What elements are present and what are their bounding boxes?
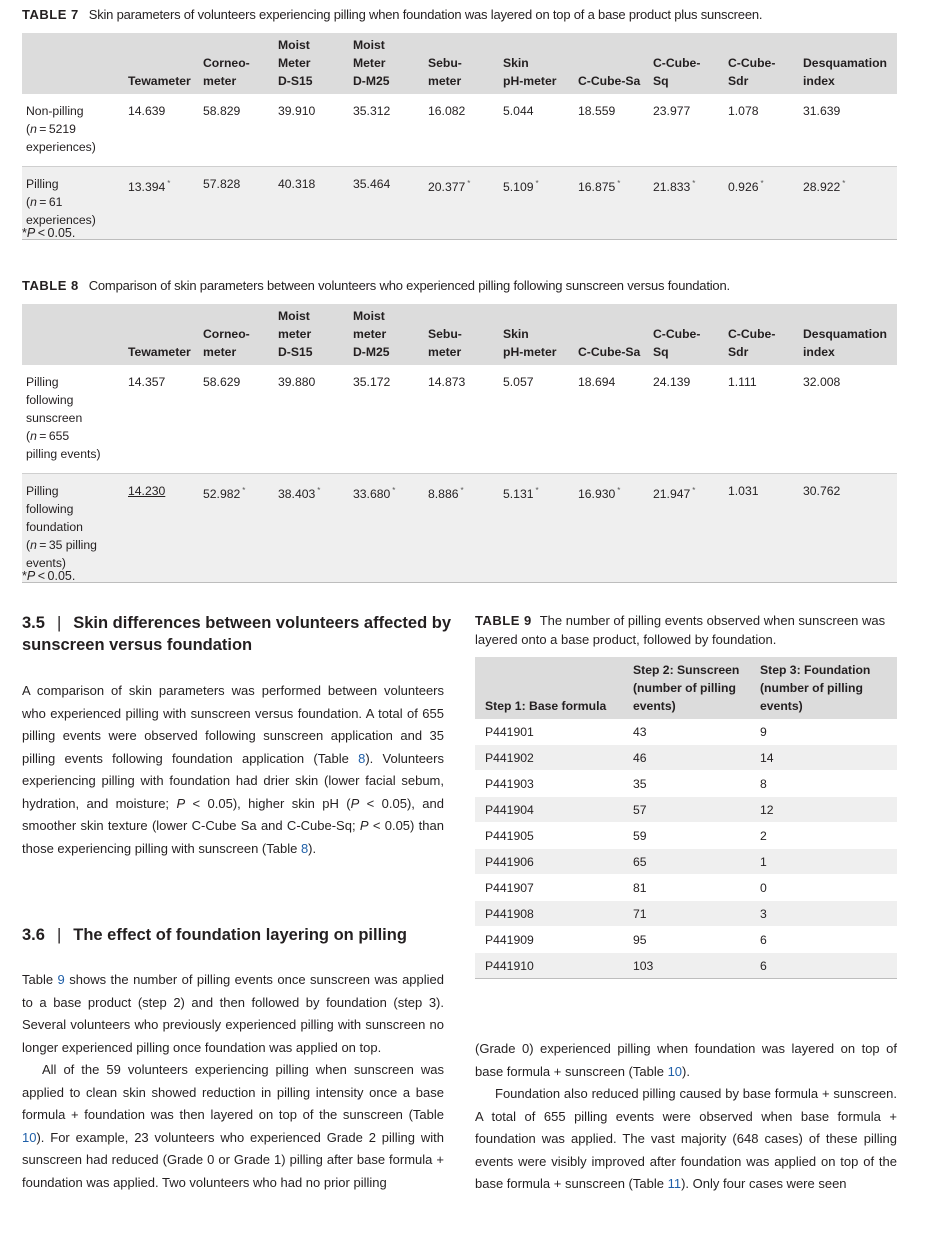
table7-cell: 5.109 * (499, 167, 574, 240)
table8-cell: 32.008 (803, 375, 841, 389)
table8-cell: 18.694 (578, 375, 616, 389)
table7-cell: 14.639 (128, 104, 166, 118)
table9-cell: 95 (623, 927, 750, 953)
table9-cell: P441906 (475, 849, 623, 875)
table7-cell: 28.922 * (799, 167, 897, 240)
section-3-6-paragraph-1: Table 9 shows the number of pilling events once sunscreen was applied to a base product (step 2) and then followed by foundation (step 3). Several volunteers who previously experienced pilling with sunscreen no longer experienced pilling once foundation was applied on top. (22, 972, 444, 1055)
table9-cell: P441901 (475, 719, 623, 745)
table7-note: *P < 0.05. (22, 226, 76, 240)
table7-header-row (22, 33, 897, 94)
table9-header-1: Step 2: Sunscreen (number of pilling events) (623, 657, 750, 719)
table-row (22, 474, 897, 583)
table9-cell: P441903 (475, 771, 623, 797)
table-row (475, 797, 897, 823)
table9-cell: P441902 (475, 745, 623, 771)
table9-header-0: Step 1: Base formula (475, 657, 623, 719)
section-3-6-heading: 3.6 | The effect of foundation layering on pilling (22, 926, 407, 944)
table7-cell: 58.829 (203, 104, 241, 118)
table7 (22, 33, 897, 240)
table8-row-label: Pilling following sunscreen (n = 655 pilling events) (26, 375, 101, 461)
table7-cell: 13.394 * (124, 167, 199, 240)
section-3-6-title: The effect of foundation layering on pilling (73, 926, 407, 944)
table-row (475, 901, 897, 927)
table8-cell: 16.930 * (574, 474, 649, 583)
table8-label: TABLE 8 (22, 278, 79, 293)
table9-cell: 6 (750, 927, 897, 953)
table7-cell: 16.082 (428, 104, 466, 118)
right-column-body (475, 1038, 897, 1196)
table-row (475, 953, 897, 979)
table8-note: *P < 0.05. (22, 569, 76, 583)
table8-header-0 (22, 304, 124, 365)
table8-cell: 8.886 * (424, 474, 499, 583)
table7-cell: 5.044 (503, 104, 534, 118)
table9-cell: 59 (623, 823, 750, 849)
section-3-5-title: Skin differences between volunteers affected by sunscreen versus foundation (22, 614, 452, 654)
section-3-6-body (22, 969, 444, 1194)
table8-cell: 1.031 (724, 474, 799, 583)
table8-caption-text: Comparison of skin parameters between volunteers who experienced pilling following sunscreen versus foundation. (88, 278, 730, 293)
table9-cell: 3 (750, 901, 897, 927)
table-row (22, 94, 897, 167)
table7-header-2: Corneo- meter (199, 33, 274, 94)
table7-header-7: C-Cube-Sa (574, 33, 649, 94)
table9-label: TABLE 9 (475, 613, 532, 628)
table8-header-6: Skin pH-meter (499, 304, 574, 365)
table8-cell: 30.762 (799, 474, 897, 583)
table7-cell: 35.312 (353, 104, 391, 118)
table7-label: TABLE 7 (22, 7, 79, 22)
table9-cell: 81 (623, 875, 750, 901)
table9-cell: 12 (750, 797, 897, 823)
section-3-5-number: 3.5 (22, 614, 45, 632)
table9-cell: 43 (623, 719, 750, 745)
table7-cell: 40.318 (274, 167, 349, 240)
table7-header-4: Moist Meter D-M25 (349, 33, 424, 94)
table-row (475, 719, 897, 745)
table9-cell: P441909 (475, 927, 623, 953)
table9-cell: 65 (623, 849, 750, 875)
table8-header-8: C-Cube- Sq (649, 304, 724, 365)
table8-cell: 5.057 (503, 375, 534, 389)
table7-header-3: Moist Meter D-S15 (274, 33, 349, 94)
table8-cell: 5.131 * (499, 474, 574, 583)
table7-cell: 1.078 (728, 104, 759, 118)
table7-cell: 23.977 (653, 104, 691, 118)
table-row (475, 849, 897, 875)
table9-cell: 71 (623, 901, 750, 927)
section-3-6-paragraph-2: All of the 59 volunteers experiencing pilling when sunscreen was applied to clean skin showed reduction in pilling intensity once a base formula + foundation was then layered on top of the sunscreen (Table 10). For example, 23 volunteers who experienced Grade 2 pilling with sunscreen had reduced (Grade 0 or Grade 1) pilling after base formula + foundation was applied. Two volunteers who had no prior pilling (22, 1062, 444, 1190)
table8-header-3: Moist meter D-S15 (274, 304, 349, 365)
table7-cell: 0.926 * (724, 167, 799, 240)
table8 (22, 304, 897, 583)
table7-cell: 18.559 (578, 104, 616, 118)
table9-cell: 35 (623, 771, 750, 797)
table7-cell: 57.828 (199, 167, 274, 240)
table7-header-5: Sebu- meter (424, 33, 499, 94)
table8-header-1: Tewameter (124, 304, 199, 365)
table8-header-9: C-Cube- Sdr (724, 304, 799, 365)
table-row (475, 875, 897, 901)
table7-header-6: Skin pH-meter (499, 33, 574, 94)
table8-cell: 39.880 (278, 375, 316, 389)
table9-header-row (475, 657, 897, 719)
table-row (475, 745, 897, 771)
table8-cell: 38.403 * (274, 474, 349, 583)
table7-cell: 31.639 (803, 104, 841, 118)
table7-header-9: C-Cube- Sdr (724, 33, 799, 94)
table9-cell: P441910 (475, 953, 623, 979)
table8-cell: 58.629 (203, 375, 241, 389)
table9-cell: 0 (750, 875, 897, 901)
table7-cell: 16.875 * (574, 167, 649, 240)
table8-cell: 35.172 (353, 375, 391, 389)
table8-cell: 21.947 * (649, 474, 724, 583)
table9-cell: P441908 (475, 901, 623, 927)
right-column-paragraph-1: (Grade 0) experienced pilling when foundation was layered on top of base formula + sunscreen (Table 10). (475, 1041, 897, 1079)
table7-header-0 (22, 33, 124, 94)
table7-row-label: Pilling (n = 61 experiences) (22, 167, 124, 240)
table8-header-10: Desquamation index (799, 304, 897, 365)
table9-cell: 103 (623, 953, 750, 979)
table7-cell: 39.910 (278, 104, 316, 118)
section-3-6-number: 3.6 (22, 926, 45, 944)
table-row (22, 167, 897, 240)
section-3-5-paragraph: A comparison of skin parameters was performed between volunteers who experienced pilling with sunscreen versus foundation. A total of 655 pilling events were observed following sunscreen application and 35 pilling events following foundation application (Table 8). Volunteers experiencing pilling with foundation had drier skin (lower facial sebum, hydration, and moisture; P < 0.05), higher skin pH (P < 0.05), and smoother skin texture (lower C-Cube Sa and C-Cube-Sq; P < 0.05) than those experiencing pilling with sunscreen (Table 8). (22, 683, 444, 856)
table-row (475, 927, 897, 953)
table8-header-4: Moist meter D-M25 (349, 304, 424, 365)
table8-cell: 24.139 (653, 375, 691, 389)
table9-cell: 8 (750, 771, 897, 797)
table9-cell: 6 (750, 953, 897, 979)
table9 (475, 657, 897, 979)
table8-row-label: Pilling following foundation (n = 35 pilling events) (22, 474, 124, 583)
table7-cell: 20.377 * (424, 167, 499, 240)
table8-cell: 14.873 (428, 375, 466, 389)
table7-caption (22, 7, 762, 22)
table-row (475, 771, 897, 797)
table8-cell: 14.357 (128, 375, 166, 389)
table9-caption (475, 611, 900, 649)
table7-cell: 35.464 (349, 167, 424, 240)
section-3-5-heading: 3.5 | Skin differences between volunteers affected by sunscreen versus foundation (22, 614, 452, 654)
table9-cell: P441905 (475, 823, 623, 849)
table8-caption (22, 278, 730, 293)
table9-cell: P441904 (475, 797, 623, 823)
table8-header-2: Corneo- meter (199, 304, 274, 365)
table8-cell: 33.680 * (349, 474, 424, 583)
table9-cell: 9 (750, 719, 897, 745)
table8-header-row (22, 304, 897, 365)
table9-header-2: Step 3: Foundation (number of pilling events) (750, 657, 897, 719)
table7-caption-text: Skin parameters of volunteers experiencing pilling when foundation was layered on top of a base product plus sunscreen. (88, 7, 763, 22)
table9-cell: 2 (750, 823, 897, 849)
table8-cell: 1.111 (728, 375, 757, 389)
table7-row-label: Non-pilling (n = 5219 experiences) (26, 104, 96, 154)
table9-cell: 14 (750, 745, 897, 771)
table7-cell: 21.833 * (649, 167, 724, 240)
table7-header-8: C-Cube- Sq (649, 33, 724, 94)
table7-header-1: Tewameter (124, 33, 199, 94)
table9-cell: 46 (623, 745, 750, 771)
table8-header-5: Sebu- meter (424, 304, 499, 365)
table8-header-7: C-Cube-Sa (574, 304, 649, 365)
table9-cell: 1 (750, 849, 897, 875)
table-row (22, 365, 897, 474)
table9-caption-text: The number of pilling events observed when sunscreen was layered onto a base product, followed by foundation. (475, 613, 886, 647)
table9-cell: P441907 (475, 875, 623, 901)
table8-cell: 52.982 * (199, 474, 274, 583)
table7-header-10: Desquamation index (799, 33, 897, 94)
right-column-paragraph-2: Foundation also reduced pilling caused by base formula + sunscreen. A total of 655 pilling events were observed when base formula + foundation was applied. The vast majority (648 cases) of these pilling events were visibly improved after foundation was applied on top of the base formula + sunscreen (Table 11). Only four cases were seen (475, 1086, 897, 1191)
table-row (475, 823, 897, 849)
table8-cell: 14.230 (124, 474, 199, 583)
table9-cell: 57 (623, 797, 750, 823)
